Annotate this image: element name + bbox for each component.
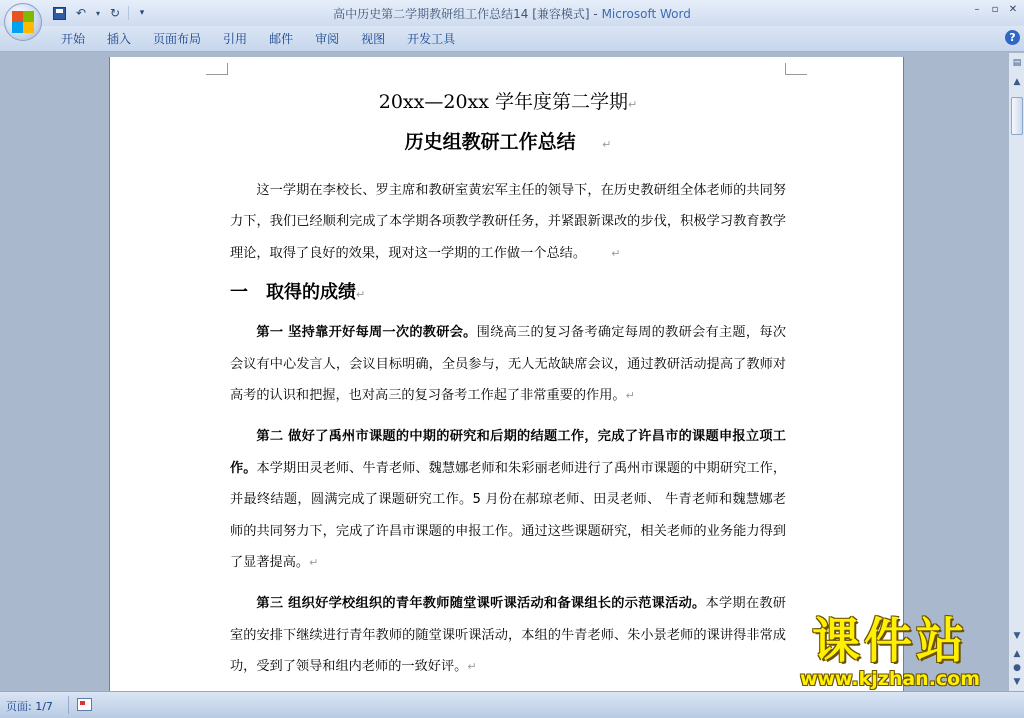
status-separator (68, 696, 69, 714)
help-icon[interactable]: ? (1005, 30, 1020, 45)
item2-heading: 第二 做好了禹州市课题的中期的研究和后期的结题工作，完成了许昌市的课题申报立项工作。 (230, 429, 786, 476)
document-area (0, 53, 1008, 691)
intro-paragraph (230, 175, 786, 269)
window-controls (970, 3, 1020, 17)
status-bar (0, 691, 1024, 718)
ruler-toggle-icon[interactable]: ▤ (1012, 58, 1022, 68)
next-page-icon[interactable]: ▼ (1013, 677, 1021, 687)
previous-page-icon[interactable]: ▲ (1013, 649, 1021, 659)
section-heading-1 (230, 269, 786, 317)
intro-text: 这一学期在李校长、罗主席和教研室黄宏军主任的领导下，在历史教研组全体老师的共同努力下，我们已经顺利完成了本学期各项教学教研任务，并紧跟新课改的步伐，积极学习教育教学理论，取得了良好的效果，现对这一学期的工作做一个总结。 (230, 183, 786, 261)
paragraph-mark: ↵ (611, 246, 621, 260)
title-bar (0, 0, 1024, 26)
tab-home[interactable]: 开始 (61, 32, 86, 46)
tab-references[interactable]: 引用 (223, 32, 248, 46)
paragraph-mark: ↵ (309, 556, 319, 570)
paragraph-mark: ↵ (602, 138, 612, 151)
document-page[interactable] (109, 57, 904, 691)
paragraph-mark: ↵ (625, 389, 635, 403)
tab-view[interactable]: 视图 (361, 32, 386, 46)
window-title (0, 5, 1024, 22)
document-body[interactable] (230, 85, 786, 683)
paragraph-mark: ↵ (356, 288, 366, 302)
customize-qat-button[interactable]: ▾ (139, 8, 145, 18)
paragraph-mark: ↵ (467, 660, 477, 674)
margin-corner-top-left (206, 63, 228, 75)
title-line2-text: 历史组教研工作总结 (404, 131, 576, 153)
item3-text: 本学期在教研室的安排下继续进行青年教师的随堂课听课活动，本组的牛青老师、朱小景老师的课讲得非常成功，受到了领导和组内老师的一致好评。 (230, 596, 786, 675)
watermark-logo-text: 课件站 (811, 613, 968, 669)
title-line1-text: 20xx—20xx 学年度第二学期 (378, 91, 629, 113)
item1-heading: 第一 坚持靠开好每周一次的教研会。 (256, 325, 477, 341)
ribbon-tabs (50, 30, 466, 48)
undo-button[interactable]: ↶ (75, 6, 87, 20)
tab-page-layout[interactable]: 页面布局 (153, 32, 202, 46)
tab-insert[interactable]: 插入 (107, 32, 132, 46)
restore-button[interactable]: ▫ (991, 4, 999, 15)
select-browse-object-icon[interactable]: ● (1013, 663, 1021, 673)
scroll-up-icon[interactable]: ▲ (1013, 77, 1021, 87)
item1-paragraph (230, 317, 786, 411)
section1-text: 一 取得的成绩 (230, 282, 356, 304)
redo-button[interactable]: ↻ (109, 6, 121, 20)
vertical-scrollbar[interactable] (1008, 53, 1024, 691)
tab-mailings[interactable]: 邮件 (269, 32, 294, 46)
item2-paragraph (230, 421, 786, 578)
document-title-line1 (230, 85, 786, 125)
office-logo-icon (12, 11, 34, 33)
scroll-down-icon[interactable]: ▼ (1013, 631, 1021, 641)
undo-dropdown-icon[interactable]: ▾ (95, 8, 100, 18)
minimize-button[interactable]: – (974, 4, 980, 15)
item3-paragraph (230, 588, 786, 682)
document-title: 高中历史第二学期教研组工作总结14 [兼容模式] - (333, 7, 602, 21)
proofing-status-icon[interactable] (77, 698, 92, 711)
close-button[interactable]: ✕ (1008, 4, 1018, 15)
margin-corner-top-right (785, 63, 807, 75)
page-indicator[interactable]: 页面: 1/7 (6, 700, 53, 713)
tab-developer[interactable]: 开发工具 (407, 32, 456, 46)
tab-review[interactable]: 审阅 (315, 32, 340, 46)
app-name: Microsoft Word (601, 7, 691, 21)
office-button[interactable] (4, 3, 42, 41)
paragraph-mark: ↵ (628, 98, 638, 111)
document-title-line2 (230, 125, 786, 165)
scroll-thumb[interactable] (1011, 97, 1023, 135)
item2-text: 本学期田灵老师、牛青老师、魏慧娜老师和朱彩丽老师进行了禹州市课题的中期研究工作，并最终结题，圆满完成了课题研究工作。5 月份在郝琼老师、田灵老师、 牛青老师和魏慧娜老师的共同努力下，完成了许昌市课题的申报工作。通过这些课题研究，相关老师的业务能力得到了显著提高。 (230, 460, 787, 571)
site-watermark (775, 614, 1005, 694)
ribbon-tab-bar (0, 26, 1024, 52)
item3-heading: 第三 组织好学校组织的青年教师随堂课听课活动和备课组长的示范课活动。 (256, 596, 706, 612)
watermark-url: www.kjzhan.com (799, 668, 981, 690)
item1-text: 围绕高三的复习备考确定每周的教研会有主题，每次会议有中心发言人，会议目标明确，全员参与，无人无故缺席会议，通过教研活动提高了教师对高考的认识和把握，也对高三的复习备考工作起了非常重要的作用。 (230, 325, 787, 404)
